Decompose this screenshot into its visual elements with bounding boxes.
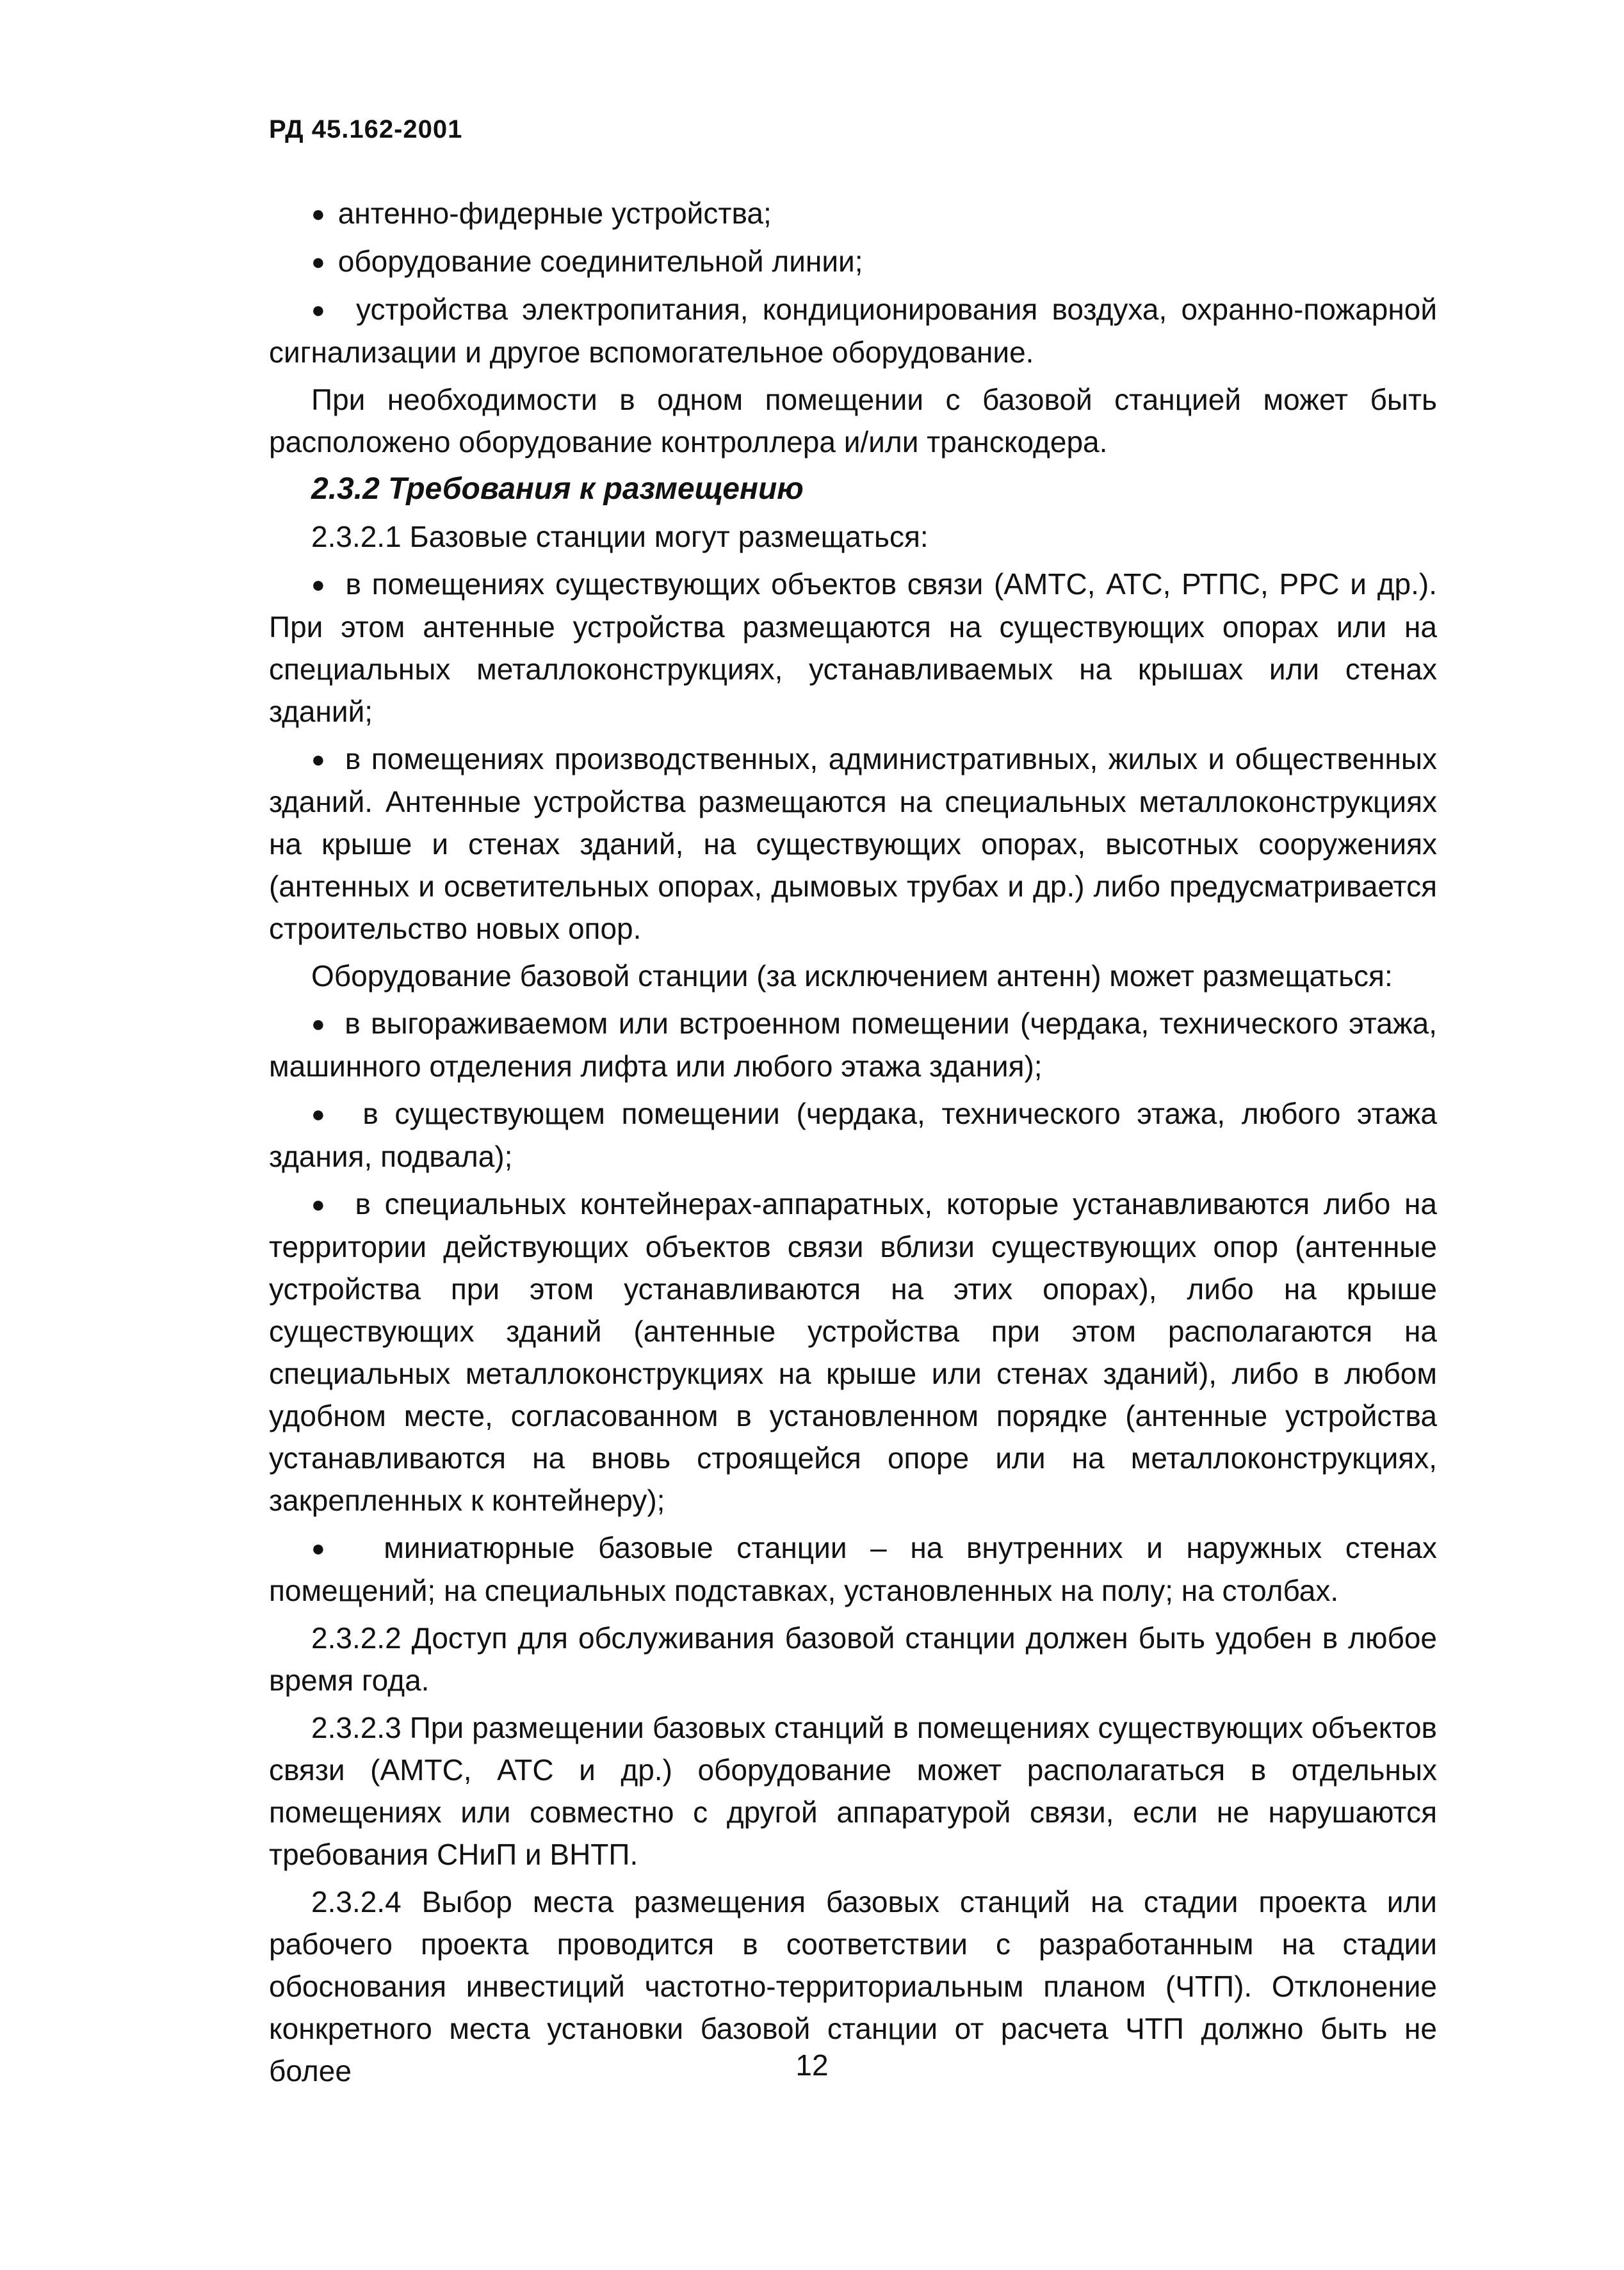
bullet-item: ● в специальных контейнерах-аппаратных, которые устанавливаются либо на территории действующих объектов связи вблизи существующих опор (антенные устройства при этом устанавливаются на этих опорах), либо на крыше существующих зданий (антенные устройства при этом располагаются на специальных металлоконструкциях на крыше или стенах зданий), либо в любом удобном месте, согласованном в установленном порядке (антенные устройства устанавливаются на вновь строящейся опоре или на металлоконструкциях, закрепленных к контейнеру); [269, 1183, 1437, 1521]
document-code: РД 45.162-2001 [269, 115, 463, 143]
paragraph: 2.3.2.2 Доступ для обслуживания базовой станции должен быть удобен в любое время года. [269, 1621, 1437, 1697]
bullet-item: ● в помещениях производственных, административных, жилых и общественных зданий. Антенные устройства размещаются на специальных металлоконструкциях на крыше и стенах зданий, на существующих опорах, высотных сооружениях (антенных и осветительных опорах, дымовых трубах и др.) либо предусматривается строительство новых опор. [269, 738, 1437, 950]
paragraph: При необходимости в одном помещении с базовой станцией может быть расположено оборудование контроллера и/или транскодера. [269, 383, 1437, 458]
section-heading: 2.3.2 Требования к размещению [311, 472, 804, 506]
document-body [269, 192, 1437, 2097]
paragraph: 2.3.2.3 При размещении базовых станций в помещениях существующих объектов связи (АМТС, АТС и др.) оборудование может располагаться в отдельных помещениях или совместно с другой аппаратурой связи, если не нарушаются требования СНиП и ВНТП. [269, 1711, 1437, 1871]
bullet-item: ● оборудование соединительной линии; [269, 240, 1437, 283]
bullet-item: ● миниатюрные базовые станции – на внутренних и наружных стенах помещений; на специальных подставках, установленных на полу; на столбах. [269, 1527, 1437, 1612]
paragraph: 2.3.2.1 Базовые станции могут размещаться: [311, 520, 929, 553]
paragraph: 2.3.2.4 Выбор места размещения базовых станций на стадии проекта или рабочего проекта проводится в соответствии с разработанным на стадии обоснования инвестиций частотно-территориальным планом (ЧТП). Отклонение конкретного места установки базовой станции от расчета ЧТП должно быть не более [269, 1885, 1437, 2088]
bullet-item: ● в существующем помещении (чердака, технического этажа, любого этажа здания, подвала); [269, 1092, 1437, 1178]
bullet-item: ● антенно-фидерные устройства; [269, 192, 1437, 235]
page-number: 12 [795, 2048, 829, 2082]
bullet-item: ● в выгораживаемом или встроенном помещении (чердака, технического этажа, машинного отделения лифта или любого этажа здания); [269, 1002, 1437, 1087]
bullet-item: ● устройства электропитания, кондиционирования воздуха, охранно-пожарной сигнализации и другое вспомогательное оборудование. [269, 288, 1437, 373]
paragraph: Оборудование базовой станции (за исключением антенн) может размещаться: [311, 959, 1393, 993]
bullet-item: ● в помещениях существующих объектов связи (АМТС, АТС, РТПС, РРС и др.). При этом антенные устройства размещаются на существующих опорах или на специальных металлоконструкциях, устанавливаемых на крышах или стенах зданий; [269, 563, 1437, 733]
